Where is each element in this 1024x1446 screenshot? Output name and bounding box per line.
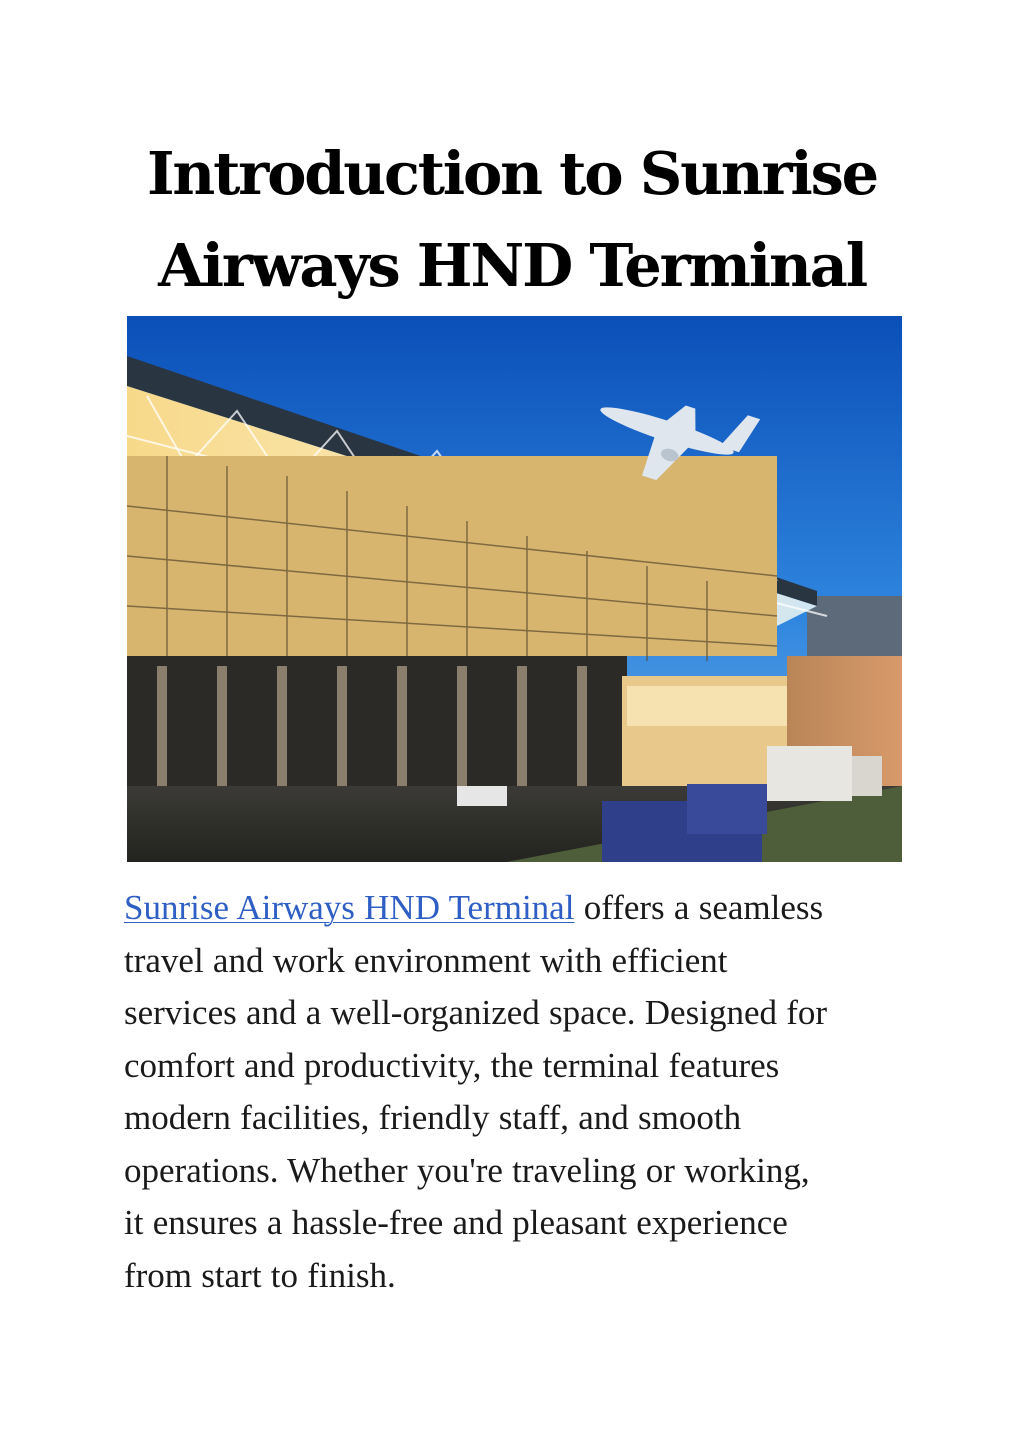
paragraph-line-5: modern facilities, friendly staff, and smooth: [124, 1098, 742, 1137]
paragraph-line-6: operations. Whether you're traveling or working,: [124, 1150, 810, 1190]
page-title: [60, 128, 964, 312]
paragraph-line-3: services and a well-organized space. Designed for: [124, 993, 828, 1032]
paragraph-line-7: it ensures a hassle-free and pleasant experience: [124, 1203, 788, 1242]
title-line-1: Introduction to Sunrise: [147, 139, 877, 208]
paragraph-line-2: travel and work environment with efficient: [124, 940, 728, 980]
terminal-photo: [127, 316, 902, 862]
intro-paragraph: [124, 882, 914, 1302]
paragraph-line-4: comfort and productivity, the terminal features: [124, 1045, 780, 1085]
paragraph-line-8: from start to finish.: [124, 1255, 396, 1295]
title-line-2: Airways HND Terminal: [158, 231, 866, 300]
terminal-link[interactable]: Sunrise Airways HND Terminal: [124, 888, 575, 927]
paragraph-line-1: offers a seamless: [574, 888, 824, 927]
